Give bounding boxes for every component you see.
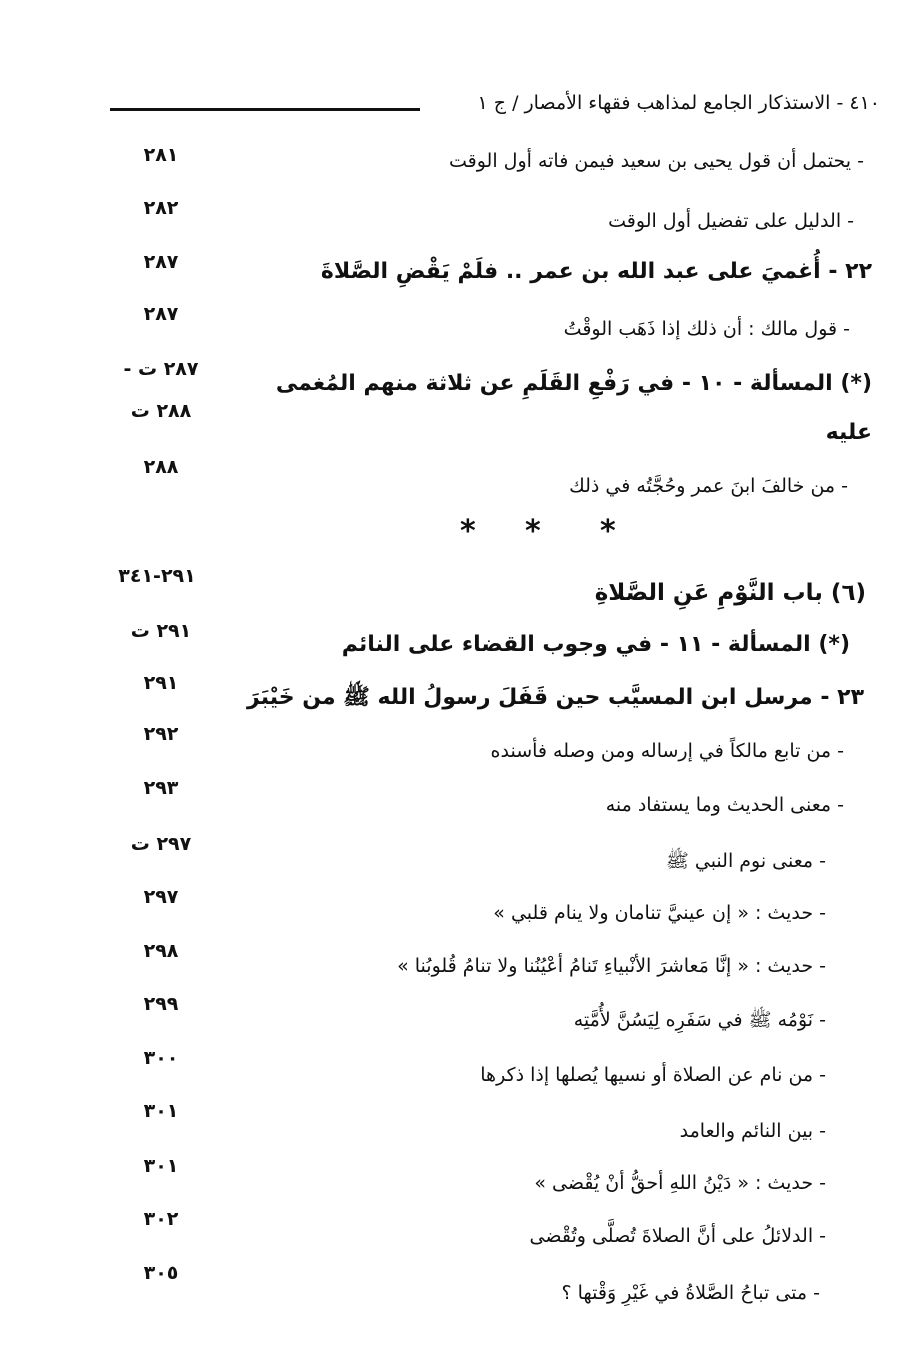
page-number: ٣٠١ [143, 1155, 179, 1177]
page-number: ٢٨٢ [143, 197, 179, 219]
separator-star: * [460, 514, 476, 549]
page-number: ٢٨١ [143, 144, 179, 166]
index-entry: - متى تباحُ الصَّلاةُ في غَيْرِ وَقْتها ؟ [561, 1282, 820, 1304]
index-entry-continuation: عليه [825, 420, 872, 445]
index-entry-hadith: ٢٣ - مرسل ابن المسيَّب حين قَفَلَ رسولُ الله ﷺ من خَيْبَرَ [247, 685, 864, 710]
index-entry-mas-ala: (*) المسألة - ١٠ - في رَفْعِ القَلَمِ عن ثلاثة منهم المُغمى [275, 371, 872, 396]
index-entry-hadith: ٢٢ - أُغميَ على عبد الله بن عمر .. فلَمْ يَقْضِ الصَّلاةَ [320, 259, 872, 284]
page-number: ٢٨٧ [143, 303, 179, 325]
header-title: ٤١٠ - الاستذكار الجامع لمذاهب فقهاء الأمصار / ج ١ [477, 92, 880, 114]
header-rule [110, 108, 420, 111]
page-number: ٣٠١ [143, 1100, 179, 1122]
index-entry: - حديث : « إنَّا مَعاشرَ الأنْبياءِ تَنامُ أعْيُنُنا ولا تنامُ قُلوبُنا » [397, 955, 826, 977]
index-entry: - من نام عن الصلاة أو نسيها يُصلها إذا ذكرها [480, 1064, 826, 1086]
separator-star: * [525, 514, 541, 549]
index-entry: - معنى نوم النبي ﷺ [665, 850, 826, 872]
index-entry: - حديث : « إن عينيَّ تنامان ولا ينام قلبي » [493, 902, 826, 924]
separator-star: * [600, 514, 616, 549]
index-entry: - الدلائلُ على أنَّ الصلاةَ تُصلَّى وتُقْضى [529, 1225, 826, 1247]
page-number: ٢٩٢ [143, 723, 179, 745]
index-entry: - بين النائم والعامد [679, 1120, 826, 1142]
running-header [110, 92, 880, 126]
page-number: ٢٩٧ [143, 886, 179, 908]
index-entry: - يحتمل أن قول يحيى بن سعيد فيمن فاته أول الوقت [448, 150, 864, 172]
index-entry: - من خالفَ ابنَ عمر وحُجَّتُه في ذلك [569, 475, 848, 497]
index-entry: - حديث : « دَيْنُ اللهِ أحقُّ أنْ يُقْضى » [534, 1172, 826, 1194]
page-number: ٢٩٧ ت [130, 833, 192, 855]
page-number: ٢٨٧ [143, 251, 179, 273]
index-entry: - نَوْمُه ﷺ في سَفَرِه لِيَسُنَّ لأُمَّتِه [573, 1009, 826, 1031]
index-entry: - من تابع مالكاً في إرساله ومن وصله فأسنده [490, 740, 844, 762]
index-entry-mas-ala: (*) المسألة - ١١ - في وجوب القضاء على النائم [341, 632, 850, 657]
page-number: ٣٠٢ [143, 1208, 179, 1230]
chapter-heading: (٦) باب النَّوْمِ عَنِ الصَّلاةِ [594, 580, 866, 606]
page-number: ٢٩٣ [143, 777, 179, 799]
index-entry: - معنى الحديث وما يستفاد منه [605, 794, 844, 816]
page-number: ٣٠٥ [143, 1262, 179, 1284]
page-number: ٢٨٨ [143, 456, 179, 478]
page-number: ٢٩١ [143, 672, 179, 694]
page-number: ٢٨٨ ت [130, 400, 192, 422]
page-number: ٢٨٧ ت - [123, 358, 199, 380]
page-number: ٢٩١-٣٤١ [118, 565, 196, 587]
page-number: ٢٩٩ [143, 993, 179, 1015]
index-entry: - الدليل على تفضيل أول الوقت [608, 210, 854, 232]
index-entry: - قول مالك : أن ذلك إذا ذَهَب الوقْتُ [563, 318, 850, 340]
page-number: ٣٠٠ [143, 1047, 179, 1069]
page-number: ٢٩١ ت [130, 620, 192, 642]
page-number: ٢٩٨ [143, 940, 179, 962]
